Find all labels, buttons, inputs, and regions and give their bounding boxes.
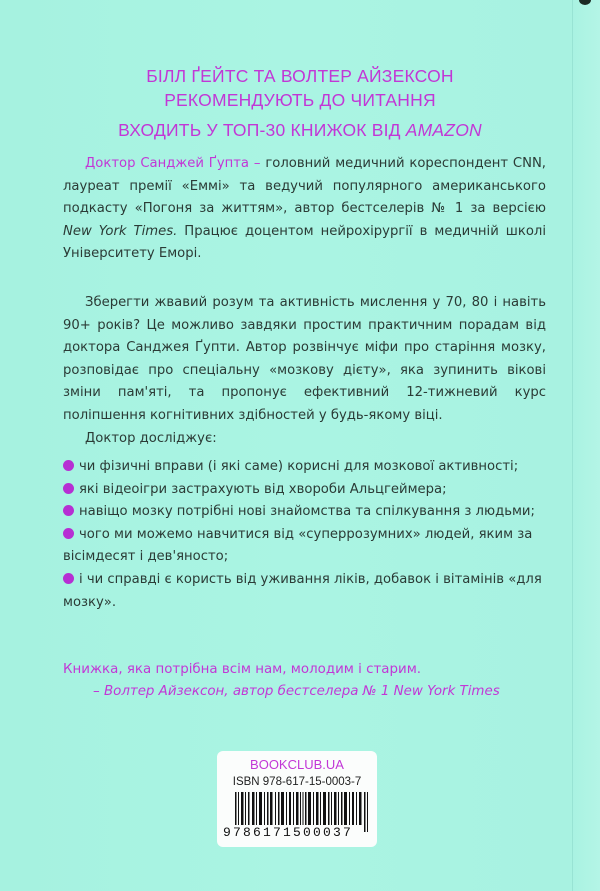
headline-line-1: БІЛЛ ҐЕЙТС ТА ВОЛТЕР АЙЗЕКСОН: [146, 66, 454, 86]
isbn-number: ISBN 978-617-15-0003-7: [232, 776, 362, 788]
author-name: Доктор Санджей Ґупта –: [85, 156, 261, 171]
barcode-digits-text: 9786171500037: [223, 825, 354, 840]
endorsement-quote: [63, 659, 583, 703]
list-item-text: і чи справді є користь від уживання ліків, добавок і вітамінів «для мозку».: [63, 571, 542, 610]
explores-intro: [63, 428, 546, 451]
isbn-barcode-label: [217, 751, 377, 847]
quote-text: Книжка, яка потрібна всім нам, молодим і старим.: [63, 662, 422, 677]
list-item-text: чого ми можемо навчитися від «суперрозумних» людей, яким за вісімдесят і дев'яносто;: [63, 526, 533, 565]
list-item: [63, 501, 546, 524]
bullet-dot-icon: [63, 505, 74, 516]
bullet-dot-icon: [63, 483, 74, 494]
headline-line-2: РЕКОМЕНДУЮТЬ ДО ЧИТАННЯ: [164, 90, 436, 110]
about-author-paragraph: [63, 153, 546, 266]
description-text: Зберегти жвавий розум та активність мислення у 70, 80 і навіть 90+ років? Це можливо завдяки простим практичним порадам від доктора Санджея Ґупти. Автор розвінчує міфи про старіння мозку, розповідає про спеціальну «мозкову дієту», яка зупинить вікові зміни пам'яті, та пропонує ефективний 12-тижневий курс поліпшення когнітивних здібностей у будь-якому віці.: [63, 295, 546, 423]
list-item: [63, 479, 546, 502]
quote-attribution: – Волтер Айзексон, автор бестселера № 1 New York Times: [93, 684, 500, 699]
explores-list: [63, 456, 546, 614]
bullet-dot-icon: [63, 573, 74, 584]
bullet-dot-icon: [63, 460, 74, 471]
description-paragraph: [63, 292, 546, 428]
headline-line-3: [0, 120, 600, 141]
headline-amazon: AMAZON: [405, 120, 482, 140]
list-item-text: навіщо мозку потрібні нові знайомства та спілкування з людьми;: [79, 504, 535, 520]
list-item-text: чи фізичні вправи (і які саме) корисні для мозкової активності;: [79, 459, 519, 474]
author-bio-b: Працює доцентом нейрохірургії в медичній школі Університету Еморі.: [63, 223, 546, 262]
list-item: [63, 524, 546, 569]
headline-amazon-prefix: ВХОДИТЬ У ТОП-30 КНИЖОК ВІД: [118, 120, 406, 140]
author-bio-nyt: New York Times.: [63, 223, 178, 239]
list-item: [63, 569, 546, 614]
explores-intro-text: Доктор досліджує:: [85, 431, 217, 446]
list-item-text: які відеоігри застрахують від хвороби Альцгеймера;: [79, 481, 447, 497]
publisher-website: BOOKCLUB.UA: [250, 757, 344, 772]
author-bio-a: головний медичний кореспондент CNN, лауреат премії «Еммі» та ведучий популярного американського подкасту «Погоня за життям», автор бестселерів № 1 за версією: [63, 156, 546, 217]
barcode-digits: [223, 825, 373, 840]
list-item: [63, 456, 546, 479]
bullet-dot-icon: [63, 528, 74, 539]
